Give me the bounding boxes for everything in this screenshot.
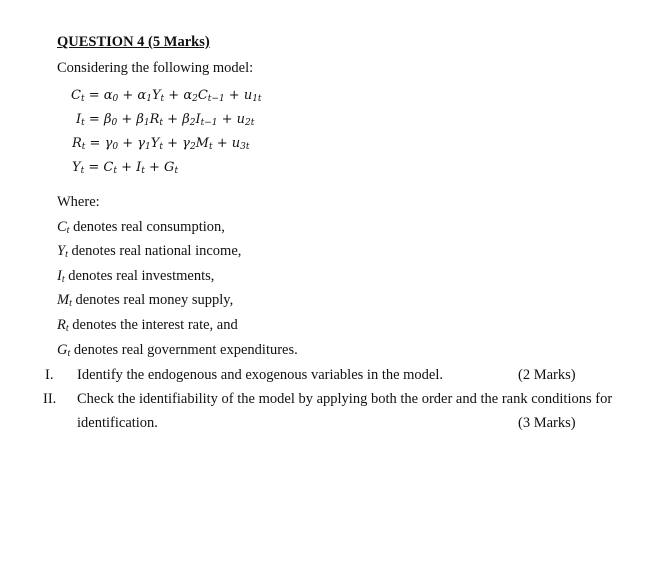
question-text-continuation: identification.	[77, 415, 158, 431]
definition-item: $R_t$ denotes the interest rate, and	[57, 317, 238, 334]
question-number: II.	[43, 391, 57, 407]
question-number: I.	[45, 367, 54, 383]
definition-item: $Y_t$ denotes real national income,	[57, 243, 242, 260]
equation-investment: $I_t = \beta_0 + \beta_1R_t + \beta_2I_{t-1} + u_{2t}$	[76, 112, 255, 128]
question-marks: (3 Marks)	[518, 415, 576, 431]
definition-item: $G_t$ denotes real government expenditures.	[57, 342, 298, 359]
definition-item: $M_t$ denotes real money supply,	[57, 292, 234, 309]
equation-consumption: $C_t = \alpha_0 + \alpha_1Y_t + \alpha_2C_{t-1} + u_{1t}$	[71, 88, 262, 104]
where-label: Where:	[57, 194, 100, 210]
equation-identity: $Y_t = C_t + I_t + G_t$	[72, 160, 179, 176]
equation-interest-rate: $R_t = \gamma_0 + \gamma_1Y_t + \gamma_2M_t + u_{3t}$	[72, 136, 250, 152]
definition-item: $C_t$ denotes real consumption,	[57, 219, 225, 236]
intro-text: Considering the following model:	[57, 60, 254, 76]
question-marks: (2 Marks)	[518, 367, 576, 383]
question-text: Identify the endogenous and exogenous variables in the model.	[77, 367, 444, 383]
question-heading: QUESTION 4 (5 Marks)	[57, 34, 210, 50]
question-text: Check the identifiability of the model by applying both the order and the rank conditions for	[77, 391, 613, 407]
definition-item: $I_t$ denotes real investments,	[57, 268, 215, 285]
